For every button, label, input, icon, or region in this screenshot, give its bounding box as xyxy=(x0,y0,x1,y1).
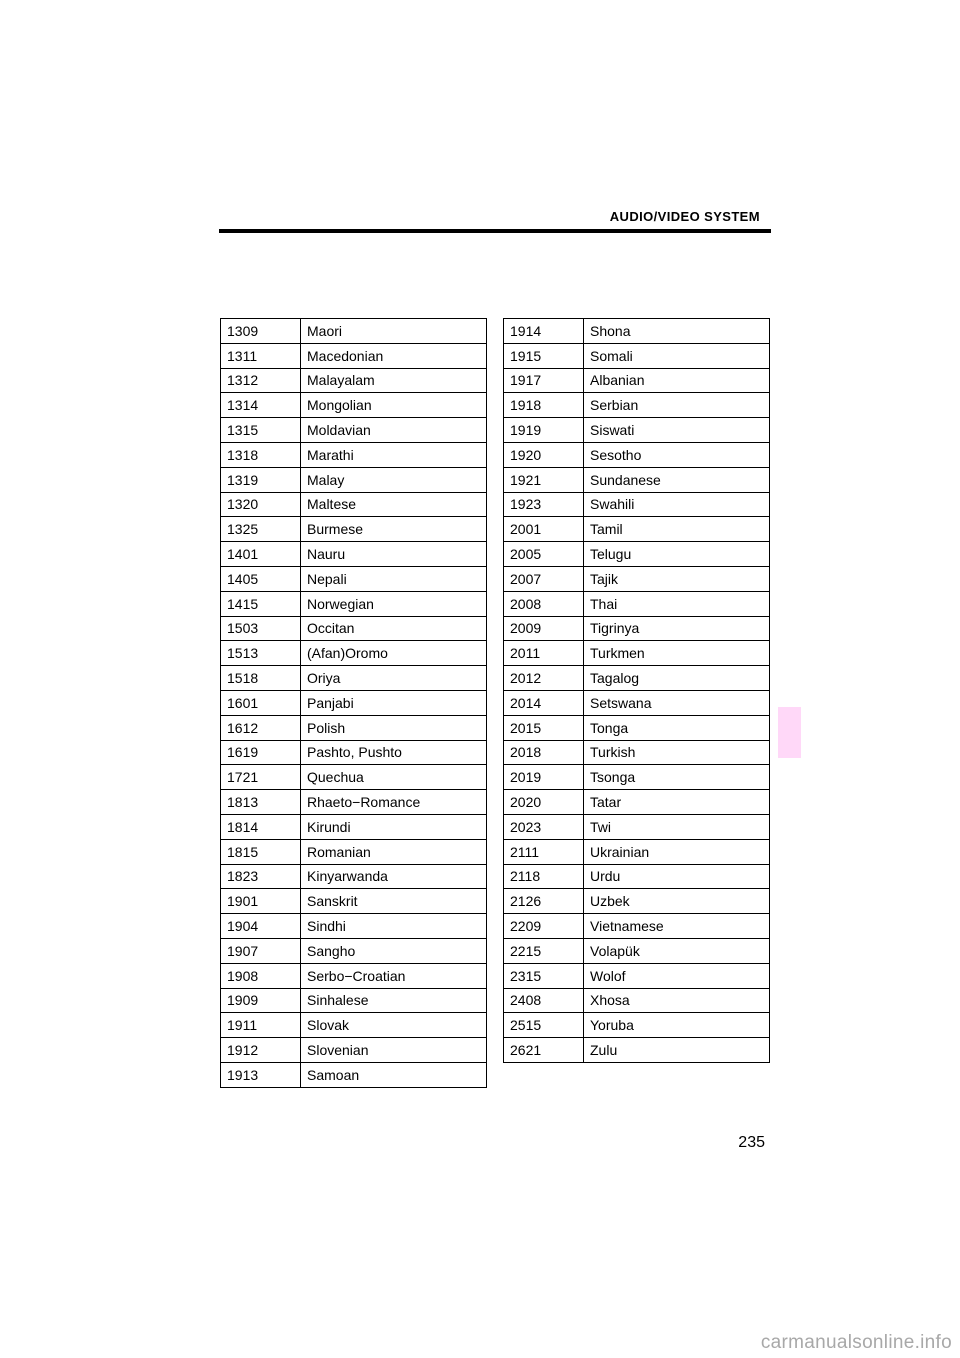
language-name-cell: Twi xyxy=(584,814,770,839)
table-row xyxy=(221,963,487,988)
language-name-cell: Nauru xyxy=(301,542,487,567)
language-code-cell: 2008 xyxy=(504,591,584,616)
language-code-cell: 1320 xyxy=(221,492,301,517)
table-row xyxy=(221,467,487,492)
table-row xyxy=(504,740,770,765)
table-row xyxy=(504,591,770,616)
table-row xyxy=(504,715,770,740)
language-name-cell: Sindhi xyxy=(301,914,487,939)
table-row xyxy=(221,1062,487,1087)
table-body-right xyxy=(504,319,770,1063)
language-code-cell: 2018 xyxy=(504,740,584,765)
language-name-cell: Oriya xyxy=(301,666,487,691)
language-name-cell: Slovak xyxy=(301,1013,487,1038)
language-name-cell: Malay xyxy=(301,467,487,492)
table-row xyxy=(221,566,487,591)
language-code-cell: 1619 xyxy=(221,740,301,765)
language-code-cell: 2019 xyxy=(504,765,584,790)
language-code-cell: 1921 xyxy=(504,467,584,492)
language-name-cell: Kirundi xyxy=(301,814,487,839)
table-row xyxy=(221,591,487,616)
language-code-cell: 1415 xyxy=(221,591,301,616)
language-name-cell: Setswana xyxy=(584,690,770,715)
table-body-left xyxy=(221,319,487,1088)
language-code-cell: 1923 xyxy=(504,492,584,517)
language-code-cell: 1823 xyxy=(221,864,301,889)
table-row xyxy=(221,938,487,963)
language-name-cell: Tamil xyxy=(584,517,770,542)
table-row xyxy=(504,418,770,443)
language-name-cell: Swahili xyxy=(584,492,770,517)
language-name-cell: Xhosa xyxy=(584,988,770,1013)
language-name-cell: Vietnamese xyxy=(584,914,770,939)
language-name-cell: Tatar xyxy=(584,790,770,815)
table-row xyxy=(504,542,770,567)
language-name-cell: Pashto, Pushto xyxy=(301,740,487,765)
language-code-cell: 2315 xyxy=(504,963,584,988)
language-name-cell: Tajik xyxy=(584,566,770,591)
table-row xyxy=(221,740,487,765)
language-name-cell: Wolof xyxy=(584,963,770,988)
language-code-table-right xyxy=(503,318,770,1063)
table-row xyxy=(221,319,487,344)
language-name-cell: Burmese xyxy=(301,517,487,542)
table-row xyxy=(221,542,487,567)
language-name-cell: Polish xyxy=(301,715,487,740)
table-row xyxy=(504,492,770,517)
language-code-cell: 1405 xyxy=(221,566,301,591)
section-title: AUDIO/VIDEO SYSTEM xyxy=(609,209,760,224)
table-row xyxy=(221,343,487,368)
language-code-table-left xyxy=(220,318,487,1088)
language-code-cell: 2215 xyxy=(504,938,584,963)
header-rule xyxy=(219,229,771,233)
table-row xyxy=(221,814,487,839)
table-row xyxy=(504,1038,770,1063)
language-name-cell: Nepali xyxy=(301,566,487,591)
language-name-cell: Sangho xyxy=(301,938,487,963)
language-name-cell: Kinyarwanda xyxy=(301,864,487,889)
language-name-cell: Samoan xyxy=(301,1062,487,1087)
language-name-cell: Thai xyxy=(584,591,770,616)
language-name-cell: Sinhalese xyxy=(301,988,487,1013)
language-code-cell: 1513 xyxy=(221,641,301,666)
language-name-cell: Rhaeto−Romance xyxy=(301,790,487,815)
table-row xyxy=(221,690,487,715)
language-name-cell: Occitan xyxy=(301,616,487,641)
language-code-cell: 1318 xyxy=(221,442,301,467)
language-name-cell: Malayalam xyxy=(301,368,487,393)
language-code-cell: 2001 xyxy=(504,517,584,542)
language-code-cell: 1901 xyxy=(221,889,301,914)
language-code-cell: 1518 xyxy=(221,666,301,691)
language-code-cell: 1315 xyxy=(221,418,301,443)
language-name-cell: Maltese xyxy=(301,492,487,517)
language-name-cell: Tagalog xyxy=(584,666,770,691)
language-name-cell: Serbian xyxy=(584,393,770,418)
table-row xyxy=(221,442,487,467)
language-name-cell: Shona xyxy=(584,319,770,344)
language-code-cell: 2009 xyxy=(504,616,584,641)
language-name-cell: Tonga xyxy=(584,715,770,740)
chapter-tab-marker xyxy=(778,707,801,758)
language-name-cell: Urdu xyxy=(584,864,770,889)
table-row xyxy=(221,790,487,815)
language-code-cell: 1721 xyxy=(221,765,301,790)
language-code-cell: 2111 xyxy=(504,839,584,864)
language-name-cell: Volapük xyxy=(584,938,770,963)
language-name-cell: Marathi xyxy=(301,442,487,467)
language-code-cell: 1913 xyxy=(221,1062,301,1087)
page-number: 235 xyxy=(738,1134,765,1151)
table-row xyxy=(221,889,487,914)
table-row xyxy=(221,715,487,740)
language-code-cell: 2011 xyxy=(504,641,584,666)
language-name-cell: Zulu xyxy=(584,1038,770,1063)
table-row xyxy=(504,839,770,864)
language-name-cell: Moldavian xyxy=(301,418,487,443)
table-row xyxy=(504,938,770,963)
table-row xyxy=(221,393,487,418)
table-row xyxy=(504,368,770,393)
table-row xyxy=(221,517,487,542)
language-name-cell: Sundanese xyxy=(584,467,770,492)
language-code-cell: 1919 xyxy=(504,418,584,443)
language-code-cell: 1503 xyxy=(221,616,301,641)
language-code-cell: 1311 xyxy=(221,343,301,368)
language-name-cell: Yoruba xyxy=(584,1013,770,1038)
language-code-cell: 2209 xyxy=(504,914,584,939)
table-row xyxy=(504,690,770,715)
watermark: carmanualsonline.info xyxy=(760,1332,952,1353)
language-name-cell: Turkish xyxy=(584,740,770,765)
table-row xyxy=(221,492,487,517)
language-code-cell: 1907 xyxy=(221,938,301,963)
language-name-cell: Macedonian xyxy=(301,343,487,368)
table-row xyxy=(504,1013,770,1038)
language-code-cell: 2020 xyxy=(504,790,584,815)
table-row xyxy=(221,666,487,691)
language-code-cell: 2515 xyxy=(504,1013,584,1038)
table-row xyxy=(504,616,770,641)
language-code-cell: 2118 xyxy=(504,864,584,889)
language-name-cell: Quechua xyxy=(301,765,487,790)
language-code-cell: 2126 xyxy=(504,889,584,914)
language-code-cell: 1904 xyxy=(221,914,301,939)
table-row xyxy=(221,1013,487,1038)
language-name-cell: Romanian xyxy=(301,839,487,864)
table-row xyxy=(221,765,487,790)
language-code-cell: 2408 xyxy=(504,988,584,1013)
language-code-cell: 2005 xyxy=(504,542,584,567)
table-row xyxy=(504,914,770,939)
language-code-cell: 1309 xyxy=(221,319,301,344)
language-code-cell: 1918 xyxy=(504,393,584,418)
table-row xyxy=(504,393,770,418)
language-name-cell: Serbo−Croatian xyxy=(301,963,487,988)
language-code-cell: 2014 xyxy=(504,690,584,715)
table-row xyxy=(221,1038,487,1063)
language-code-cell: 1915 xyxy=(504,343,584,368)
table-row xyxy=(504,814,770,839)
language-code-cell: 1815 xyxy=(221,839,301,864)
table-row xyxy=(504,963,770,988)
table-row xyxy=(221,914,487,939)
language-code-cell: 1312 xyxy=(221,368,301,393)
table-row xyxy=(221,641,487,666)
language-name-cell: Uzbek xyxy=(584,889,770,914)
table-row xyxy=(504,442,770,467)
table-row xyxy=(504,319,770,344)
table-row xyxy=(504,988,770,1013)
language-code-cell: 1319 xyxy=(221,467,301,492)
table-row xyxy=(221,988,487,1013)
language-name-cell: Panjabi xyxy=(301,690,487,715)
language-name-cell: Mongolian xyxy=(301,393,487,418)
language-code-cell: 1917 xyxy=(504,368,584,393)
language-code-cell: 2015 xyxy=(504,715,584,740)
language-code-cell: 1911 xyxy=(221,1013,301,1038)
table-row xyxy=(504,517,770,542)
language-name-cell: Telugu xyxy=(584,542,770,567)
language-name-cell: Albanian xyxy=(584,368,770,393)
language-code-cell: 1314 xyxy=(221,393,301,418)
language-code-cell: 1912 xyxy=(221,1038,301,1063)
language-name-cell: Somali xyxy=(584,343,770,368)
table-row xyxy=(221,864,487,889)
table-row xyxy=(504,889,770,914)
language-code-cell: 2023 xyxy=(504,814,584,839)
table-row xyxy=(504,666,770,691)
language-code-cell: 1601 xyxy=(221,690,301,715)
language-name-cell: Sanskrit xyxy=(301,889,487,914)
table-row xyxy=(221,616,487,641)
table-row xyxy=(504,343,770,368)
language-code-cell: 1325 xyxy=(221,517,301,542)
table-row xyxy=(221,368,487,393)
table-row xyxy=(504,864,770,889)
language-code-cell: 1813 xyxy=(221,790,301,815)
language-code-cell: 1814 xyxy=(221,814,301,839)
language-name-cell: Turkmen xyxy=(584,641,770,666)
language-code-cell: 1920 xyxy=(504,442,584,467)
language-name-cell: Siswati xyxy=(584,418,770,443)
language-code-cell: 1909 xyxy=(221,988,301,1013)
table-row xyxy=(221,839,487,864)
table-row xyxy=(504,790,770,815)
table-row xyxy=(504,467,770,492)
language-code-cell: 1612 xyxy=(221,715,301,740)
language-code-cell: 2621 xyxy=(504,1038,584,1063)
language-code-cell: 2007 xyxy=(504,566,584,591)
language-name-cell: Ukrainian xyxy=(584,839,770,864)
language-name-cell: Maori xyxy=(301,319,487,344)
language-name-cell: Tigrinya xyxy=(584,616,770,641)
language-name-cell: (Afan)Oromo xyxy=(301,641,487,666)
language-code-cell: 1401 xyxy=(221,542,301,567)
language-name-cell: Slovenian xyxy=(301,1038,487,1063)
table-row xyxy=(221,418,487,443)
language-code-cell: 1914 xyxy=(504,319,584,344)
table-row xyxy=(504,641,770,666)
table-row xyxy=(504,765,770,790)
language-name-cell: Tsonga xyxy=(584,765,770,790)
language-name-cell: Sesotho xyxy=(584,442,770,467)
table-row xyxy=(504,566,770,591)
language-code-cell: 2012 xyxy=(504,666,584,691)
language-name-cell: Norwegian xyxy=(301,591,487,616)
language-code-cell: 1908 xyxy=(221,963,301,988)
